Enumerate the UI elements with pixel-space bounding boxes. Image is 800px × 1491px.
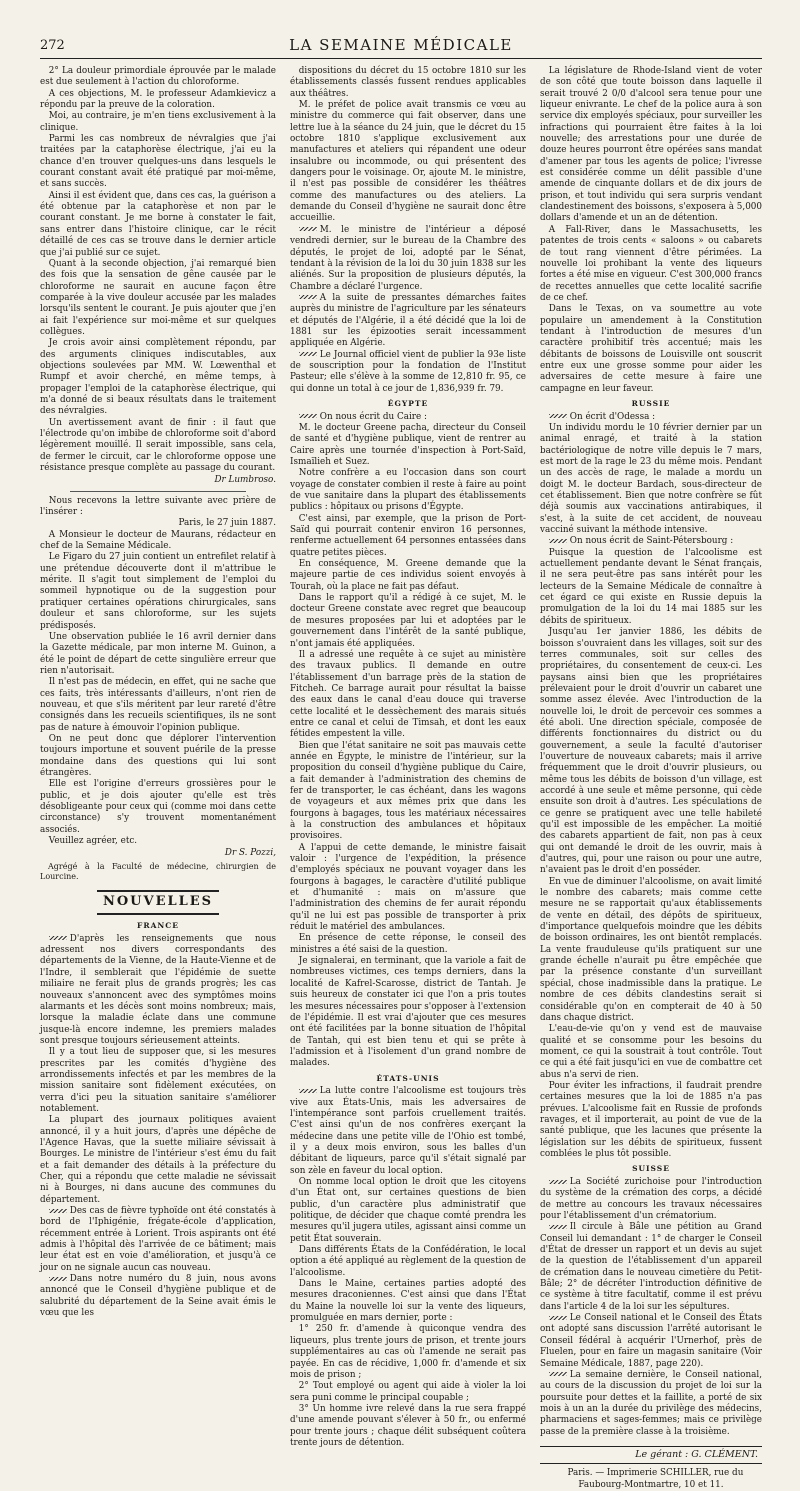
news-item xyxy=(540,1370,762,1438)
paragraph: Puisque la question de l'alcoolisme est actuellement pendante devant le Sénat français, il ne sera peut-être pas sans intérêt pour les lecteurs de la Semaine Médicale de connaître à cet égard ce qui existe en Russie depuis la promulgation de la loi du 14 mai 1885 sur les débits de spiritueux. xyxy=(540,547,762,626)
paragraph: La plupart des journaux politiques avaient annoncé, il y a huit jours, d'après une dépêche de l'Agence Havas, que la suette miliaire sévissait à Bourges. Le ministre de l'intérieur s'est ému du fait et a fait demander des détails à la préfecture du Cher, qui a répondu que cette maladie ne sévissait ni à Bourges, ni dans aucune des communes du département. xyxy=(40,1115,276,1205)
divider xyxy=(70,491,246,492)
item-marker-icon xyxy=(549,1372,567,1376)
paragraph: A l'appui de cette demande, le ministre faisait valoir : l'urgence de l'expédition, la présence d'employés spéciaux ne pouvant voyager dans les fourgons à bagages, le caractère d'utilité publique et d'humanité : mais on m'assure que l'administration des chemins de fer aurait répondu qu'il ne lui est pas possible de transporter à prix réduit le matériel des ambulances. xyxy=(290,842,526,933)
news-item-text: A la suite de pressantes démarches faites auprès du ministre de l'agriculture par les sénateurs et députés de l'Algérie, il a été décidé que la loi de 1881 sur les épizooties serait incessamment appliquée en Algérie. xyxy=(290,292,526,349)
paragraph: M. le préfet de police avait transmis ce vœu au ministre du commerce qui fait observer, dans une lettre lue à la séance du 24 juin, que le décret du 15 octobre 1810 s'applique exclusivement aux manufactures et ateliers qui répandent une odeur insalubre ou incommode, ou qui présentent des dangers pour le voisinage. Or, ajoute M. le ministre, il n'est pas possible de considérer les théâtres comme des manufactures ou des ateliers. La demande du Conseil d'hygiène ne saurait donc être accueillie. xyxy=(290,100,526,224)
news-item xyxy=(540,536,762,547)
paragraph: On ne peut donc que déplorer l'intervention toujours importune et souvent puérile de la presse mondaine dans des questions qui lui sont étrangères. xyxy=(40,733,276,778)
paragraph: Moi, au contraire, je m'en tiens exclusivement à la clinique. xyxy=(40,111,276,133)
item-marker-icon xyxy=(549,1316,567,1320)
news-item-text: Le Journal officiel vient de publier la 93e liste de souscription pour la fondation de l'Institut Pasteur; elle s'élève à la somme de 12,810 fr. 95, ce qui donne un total à ce jour de 1,836,939 fr. 79. xyxy=(290,349,526,394)
paragraph: Le Figaro du 27 juin contient un entrefilet relatif à une prétendue découverte dont il m'attribue le mérite. Il s'agit tout simplement de l'emploi du sommeil hypnotique ou de la suggestion pour pratiquer certaines opérations chirurgicales, sans douleur et sans chloroforme, sur les sujets prédisposés. xyxy=(40,552,276,631)
paragraph: Pour éviter les infractions, il faudrait prendre certaines mesures que la loi de 1885 n'a pas prévues. L'alcoolisme fait en Russie de profonds ravages, et il importerait, au point de vue de la santé publique, que les lacunes que présente la législation sur les débits de spiritueux, fussent comblées le plus tôt possible. xyxy=(540,1080,762,1159)
dateline: Paris, le 27 juin 1887. xyxy=(178,518,276,529)
subsection-heading: FRANCE xyxy=(137,921,179,931)
paragraph: Ainsi il est évident que, dans ces cas, la guérison a été obtenue par la cataphorèse et non par le courant constant. Je me borne à constater le fait, sans entrer dans l'histoire clinique, car le récit détaillé de ces cas se trouve dans le dernier article que j'ai publié sur ce sujet. xyxy=(40,190,276,258)
item-marker-icon xyxy=(49,1277,67,1281)
item-marker-icon xyxy=(549,1225,567,1229)
section-heading xyxy=(40,890,276,915)
news-item xyxy=(540,1177,762,1222)
subsection-heading: ÉGYPTE xyxy=(387,398,429,408)
paragraph: Je crois avoir ainsi complètement répondu, par des arguments cliniques indiscutables, aux objections soulevées par MM. W. Lœwenthal et Rumpf et avoir cherché, en même temps, à propager l'emploi de la cataphorèse électrique, qui m'a donné de si beaux résultats dans le traitement des névralgies. xyxy=(40,338,276,417)
column-right xyxy=(540,66,762,1490)
news-item-text: La lutte contre l'alcoolisme est toujours très vive aux États-Unis, mais les adversaires de l'intempérance sont parfois cruellement traités. C'est ainsi qu'un de nos confrères exerçant la médecine dans une petite ville de l'Ohio est tombé, il y a deux mois environ, sous les balles d'un débitant de liqueurs, parce qu'il s'était signalé par son zèle en faveur du local option. xyxy=(290,1086,526,1176)
news-item xyxy=(40,1206,276,1274)
news-item-text: On nous écrit de Saint-Pétersbourg : xyxy=(569,536,734,547)
item-marker-icon xyxy=(49,1209,67,1213)
news-item xyxy=(290,225,526,293)
paragraph: 2° Tout employé ou agent qui aide à violer la loi sera puni comme le principal coupable ; xyxy=(290,1381,526,1403)
paragraph: A Fall-River, dans le Massachusetts, les patentes de trois cents « saloons » ou cabarets de tout rang viennent d'être périmées. La nouvelle loi prohibant la vente des liqueurs fortes a été mise en vigueur. C'est 300,000 francs de recettes annuelles que cette localité sacrifie de ce chef. xyxy=(540,224,762,303)
letter-address: A Monsieur le docteur de Maurans, rédacteur en chef de la Semaine Médicale. xyxy=(40,529,276,552)
news-item xyxy=(290,412,526,423)
news-item xyxy=(290,350,526,395)
page-header xyxy=(40,36,762,59)
paragraph: L'eau-de-vie qu'on y vend est de mauvaise qualité et se consomme pour les besoins du moment, ce qui la soustrait à tout contrôle. Tout ce qui a été fait jusqu'ici en vue de combattre cet abus n'a servi de rien. xyxy=(540,1024,762,1080)
paragraph: Elle est l'origine d'erreurs grossières pour le public, et je dois ajouter qu'elle est très désobligeante pour ceux qui (comme moi dans cette circonstance) s'y trouvent momentanément associés. xyxy=(40,779,276,835)
nouvelles-title: NOUVELLES xyxy=(97,890,219,915)
news-item-text: La Société zurichoise pour l'introduction du système de la crémation des corps, a décidé de mettre au concours les travaux nécessaires pour l'établissement d'un crématorium. xyxy=(540,1177,762,1222)
item-marker-icon xyxy=(299,295,317,299)
news-item-text: D'après les renseignements que nous adressent nos divers correspondants des départements de la Vienne, de la Haute-Vienne et de l'Indre, il semblerait que l'épidémie de suette miliaire ne ferait plus de grands progrès; les cas nouveaux s'annoncent avec des symptômes moins alarmants et les décès sont moins nombreux; mais, lorsque la maladie éclate dans une commune jusque-là encore indemne, les premiers malades sont presque toujours sérieusement atteints. xyxy=(40,933,276,1046)
signature-lumbroso: Dr Lumbroso. xyxy=(214,475,276,486)
paragraph: En vue de diminuer l'alcoolisme, on avait limité le nombre des cabarets; mais comme cette mesure ne se rapportait qu'aux établissements de vente en détail, des dépôts de spiritueux, d'importance quelquefois moindre que les débits de boisson ordinaires, les ont bientôt remplacés. La vente frauduleuse qu'ils pratiquent sur une grande échelle n'aurait pu être empêchée que par la présence constante d'un surveillant spécial, chose inadmissible dans la pratique. Le nombre de ces débits clandestins serait si considérable qu'on en compterait de 40 à 50 dans chaque district. xyxy=(540,876,762,1023)
paragraph: Je signalerai, en terminant, que la variole a fait de nombreuses victimes, ces temps derniers, dans la localité de Kafrel-Scarosse, district de Tantah. Je suis heureux de constater ici que l'on a pris toutes les mesures nécessaires pour s'opposer à l'extension de l'épidémie. Il est vrai d'ajouter que ces mesures ont été facilitées par la bonne situation de l'hôpital de Tantah, qui est bien tenu et qui se prête à l'admission et à l'isolement d'un grand nombre de malades. xyxy=(290,956,526,1069)
news-item-text: Dans notre numéro du 8 juin, nous avons annoncé que le Conseil d'hygiène publique et de salubrité du département de la Seine avait émis le vœu que les xyxy=(40,1274,276,1319)
paragraph: La législature de Rhode-Island vient de voter de son côté que toute boisson dans laquelle il serait trouvé 2 0/0 d'alcool sera tenue pour une liqueur enivrante. Le chef de la police aura à son service dix employés spéciaux, pour surveiller les infractions qui pourraient être faites à la loi nouvelle; des arrestations pour une durée de douze heures pourront être opérées sans mandat d'amener par tous les agents de police; l'ivresse est considérée comme un délit passible d'une amende de cinquante dollars et de dix jours de prison, et tout individu qui sera surpris vendant clandestinement des boissons, s'exposera à 5,000 dollars d'amende et un an de détention. xyxy=(540,66,762,224)
paragraph: 2° La douleur primordiale éprouvée par le malade est due seulement à l'action du chloroforme. xyxy=(40,66,276,88)
paragraph: M. le docteur Greene pacha, directeur du Conseil de santé et d'hygiène publique, vient de rentrer au Caire après une tournée d'inspection à Port-Saïd, Ismaïlieh et Suez. xyxy=(290,422,526,468)
news-item-text: Des cas de fièvre typhoïde ont été constatés à bord de l'Iphigénie, frégate-école d'application, récemment entrée à Lorient. Trois aspirants ont été admis à l'hôpital dès l'arrivée de ce bâtiment; mais leur état est en voie d'amélioration, et jusqu'à ce jour on ne signale aucun cas nouveau. xyxy=(40,1206,276,1273)
paragraph: C'est ainsi, par exemple, que la prison de Port-Saïd qui pourrait contenir environ 16 personnes, renferme actuellement 64 personnes entassées dans quatre petites pièces. xyxy=(290,513,526,558)
paragraph: Veuillez agréer, etc. xyxy=(48,836,138,847)
subsection-heading: ÉTATS-UNIS xyxy=(376,1073,440,1083)
item-marker-icon xyxy=(299,414,317,418)
item-marker-icon xyxy=(299,352,317,356)
news-item-text: Le Conseil national et le Conseil des États ont adopté sans discussion l'arrêté autorisant le Conseil fédéral à acquérir l'Urnerhof, près de Fluelen, pour en faire un magasin sanitaire (Voir Semaine Médicale, 1887, page 220). xyxy=(540,1313,762,1369)
paragraph: Parmi les cas nombreux de névralgies que j'ai traitées par la cataphorèse électrique, j'ai eu la chance d'en trouver quelques-uns dans lesquels le courant constant avait été pratiqué par moi-même, et sans succès. xyxy=(40,134,276,190)
gerant-line: Le gérant : G. CLÉMENT. xyxy=(540,1446,762,1464)
paragraph: Dans le Maine, certaines parties adopté des mesures draconiennes. C'est ainsi que dans l'État du Maine la nouvelle loi sur la vente des liqueurs, promulguée en mars dernier, porte : xyxy=(290,1279,526,1324)
paragraph: Un avertissement avant de finir : il faut que l'électrode qu'on imbibe de chloroforme soit d'abord légèrement mouillé. Il serait impossible, sans cela, de fermer le circuit, car le chloroforme oppose une résistance presque complète au passage du courant. xyxy=(40,417,276,474)
subsection-heading: RUSSIE xyxy=(631,398,671,408)
news-item xyxy=(540,1222,762,1313)
news-item-text: La semaine dernière, le Conseil national, au cours de la discussion du projet de loi sur la poursuite pour dettes et la faillite, a porté de six mois à un an la durée du privilège des médecins, pharmaciens et sages-femmes; mais ce privilège passe de la première classe à la troisième. xyxy=(540,1369,762,1437)
paragraph: On nomme local option le droit que les citoyens d'un État ont, sur certaines questions de bien public, d'un caractère plus administratif que politique, de décider que chaque comté prendra les mesures qu'il jugera utiles, agissant ainsi comme un petit État souverain. xyxy=(290,1177,526,1244)
paragraph: En conséquence, M. Greene demande que la majeure partie de ces individus soient envoyés à Tourah, où la place ne fait pas défaut. xyxy=(290,559,526,592)
item-marker-icon xyxy=(549,1180,567,1184)
paragraph: Nous recevons la lettre suivante avec prière de l'insérer : xyxy=(40,495,276,518)
news-item xyxy=(290,293,526,350)
news-item xyxy=(540,412,762,423)
paragraph: A ces objections, M. le professeur Adamkievicz a répondu par la preuve de la coloration. xyxy=(40,88,276,111)
imprint: Paris. — Imprimerie SCHILLER, rue du Faubourg-Montmartre, 10 et 11. xyxy=(567,1468,744,1490)
paragraph: dispositions du décret du 15 octobre 1810 sur les établissements classés fussent rendues applicables aux théâtres. xyxy=(290,66,526,99)
news-item-text: On écrit d'Odessa : xyxy=(569,411,656,422)
news-item xyxy=(290,1086,526,1177)
paragraph: Dans le Texas, on va soumettre au vote populaire un amendement à la Constitution tendant à l'introduction de mesures d'un caractère prohibitif très accentué; mais les débitants de boissons de Louisville ont souscrit entre eux une grosse somme pour aider les adversaires de cette mesure à faire une campagne en leur faveur. xyxy=(540,304,762,394)
column-left xyxy=(40,66,276,1319)
news-item xyxy=(540,1313,762,1370)
paragraph: Jusqu'au 1er janvier 1886, les débits de boisson s'ouvraient dans les villages, soit sur des terres communales, soit sur celles des propriétaires, du consentement de ceux-ci. Les paysans ainsi bien que les propriétaires prélevaient pour le droit d'ouvrir un cabaret une somme assez élevée. Avec l'introduction de la nouvelle loi, le droit de percevoir ces sommes a été aboli. Une direction spéciale, composée de différents fonctionnaires du district ou du gouvernement, a seule la faculté d'autoriser l'ouverture de nouveaux cabarets; mais il arrive fréquemment que le droit d'ouvrir plusieurs, ou même tous les débits de boisson d'un village, est accordé à une seule et même personne, qui cède ensuite son droit à d'autres. Les spéculations de ce genre se pratiquent avec une telle habileté qu'il est impossible de les empêcher. La moitié des cabarets appartient de fait, non pas à ceux qui ont demandé le droit de les ouvrir, mais à d'autres, qui, pour une raison ou pour une autre, n'avaient pas le droit d'en posséder. xyxy=(540,627,762,876)
page-number: 272 xyxy=(40,38,65,53)
news-item xyxy=(40,934,276,1047)
paragraph: Notre confrère a eu l'occasion dans son court voyage de constater combien il reste à faire au point de vue sanitaire dans la plupart des établissements publics : hôpitaux ou prisons d'Égypte. xyxy=(290,468,526,513)
paragraph: Bien que l'état sanitaire ne soit pas mauvais cette année en Égypte, le ministre de l'intérieur, sur la proposition du conseil d'hygiène publique du Caire, a fait demander à l'administration des chemins de fer de transporter, le cas échéant, dans les wagons de voyageurs et aux mêmes prix que dans les fourgons à bagages, tous les matériaux nécessaires à la construction des ambulances et hôpitaux provisoires. xyxy=(290,740,526,842)
paragraph: Il a adressé une requête à ce sujet au ministère des travaux publics. Il demande en outre l'établissement d'un barrage près de la station de Fitcheh. Ce barrage aurait pour résultat la baisse des eaux dans le canal d'eau douce qui traverse cette localité et le dessèchement des marais situés entre ce canal et celui de Timsah, et dont les eaux fétides empestent la ville. xyxy=(290,649,526,740)
paragraph: En présence de cette réponse, le conseil des ministres a été saisi de la question. xyxy=(290,933,526,955)
item-marker-icon xyxy=(549,414,567,418)
signature-pozzi: Dr S. Pozzi, xyxy=(224,848,276,859)
paragraph: Une observation publiée le 16 avril dernier dans la Gazette médicale, par mon interne M. Guinon, a été le point de départ de cette singulière erreur que rien n'autorisait. xyxy=(40,631,276,676)
column-middle xyxy=(290,66,527,1448)
item-marker-icon xyxy=(299,1089,317,1093)
news-item xyxy=(40,1274,276,1319)
journal-title: LA SEMAINE MÉDICALE xyxy=(289,36,513,54)
news-item-text: On nous écrit du Caire : xyxy=(319,411,427,422)
news-item-text: M. le ministre de l'intérieur a déposé vendredi dernier, sur le bureau de la Chambre des députés, le projet de loi, adopté par le Sénat, tendant à la révision de la loi du 30 juin 1838 sur les aliénés. Sur la proposition de plusieurs députés, la Chambre a déclaré l'urgence. xyxy=(290,224,526,292)
subsection-heading: SUISSE xyxy=(632,1164,670,1174)
paragraph: Il y a tout lieu de supposer que, si les mesures prescrites par les comités d'hygiène des arrondissements infectés et par les membres de la mission sanitaire sont fidèlement exécutées, on verra d'ici peu la situation sanitaire s'améliorer notablement. xyxy=(40,1047,276,1114)
paragraph: Dans le rapport qu'il a rédigé à ce sujet, M. le docteur Greene constate avec regret que beaucoup de mesures proposées par lui et adoptées par le gouvernement dans l'intérêt de la santé publique, n'ont jamais été appliquées. xyxy=(290,593,526,649)
paragraph: Un individu mordu le 10 février dernier par un animal enragé, et traité à la station bactériologique de notre ville depuis le 7 mars, est mort de la rage le 23 du même mois. Pendant un des accès de rage, le malade a mordu un doigt M. le docteur Bardach, sous-directeur de cet établissement. Bien que notre confrère se fût déjà soumis aux vaccinations antirabiques, il s'est, à la suite de cet accident, de nouveau vacciné suivant la méthode intensive. xyxy=(540,422,762,536)
item-marker-icon xyxy=(549,539,567,543)
paragraph: 1° 250 fr. d'amende à quiconque vendra des liqueurs, plus trente jours de prison, et trente jours supplémentaires au cas où l'amende ne serait pas payée. En cas de récidive, 1,000 fr. d'amende et six mois de prison ; xyxy=(290,1324,526,1380)
paragraph: Il n'est pas de médecin, en effet, qui ne sache que ces faits, très intéressants d'ailleurs, n'ont rien de nouveau, et que s'ils méritent par leur rareté d'être consignés dans les recueils scientifiques, ils ne sont pas de nature à émouvoir l'opinion publique. xyxy=(40,677,276,733)
paragraph: 3° Un homme ivre relevé dans la rue sera frappé d'une amende pouvant s'élever à 50 fr., ou enfermé pour trente jours ; chaque délit subséquent coûtera trente jours de détention. xyxy=(290,1403,526,1448)
news-item-text: Il circule à Bâle une pétition au Grand Conseil lui demandant : 1° de charger le Conseil d'État de dresser un rapport et un devis au sujet de la question de l'établissement d'un appareil de crémation dans le nouveau cimetière du Petit-Bâle; 2° de décréter l'introduction définitive de ce système à titre facultatif, comme il est prévu dans l'article 4 de la loi sur les sépultures. xyxy=(540,1222,762,1312)
paragraph: Quant à la seconde objection, j'ai remarqué bien des fois que la sensation de gêne causée par le chloroforme ne saurait en aucune façon être comparée à la vive douleur accusée par les malades lorsqu'ils sentent le courant. Je puis ajouter que j'en ai fait l'expérience sur moi-même et sur quelques collègues. xyxy=(40,258,276,337)
paragraph: Dans différents États de la Confédération, le local option a été appliqué au règlement de la question de l'alcoolisme. xyxy=(290,1245,527,1278)
item-marker-icon xyxy=(299,227,317,231)
item-marker-icon xyxy=(49,936,67,940)
signature-title: Agrégé à la Faculté de médecine, chirurgien de Lourcine. xyxy=(40,861,276,882)
